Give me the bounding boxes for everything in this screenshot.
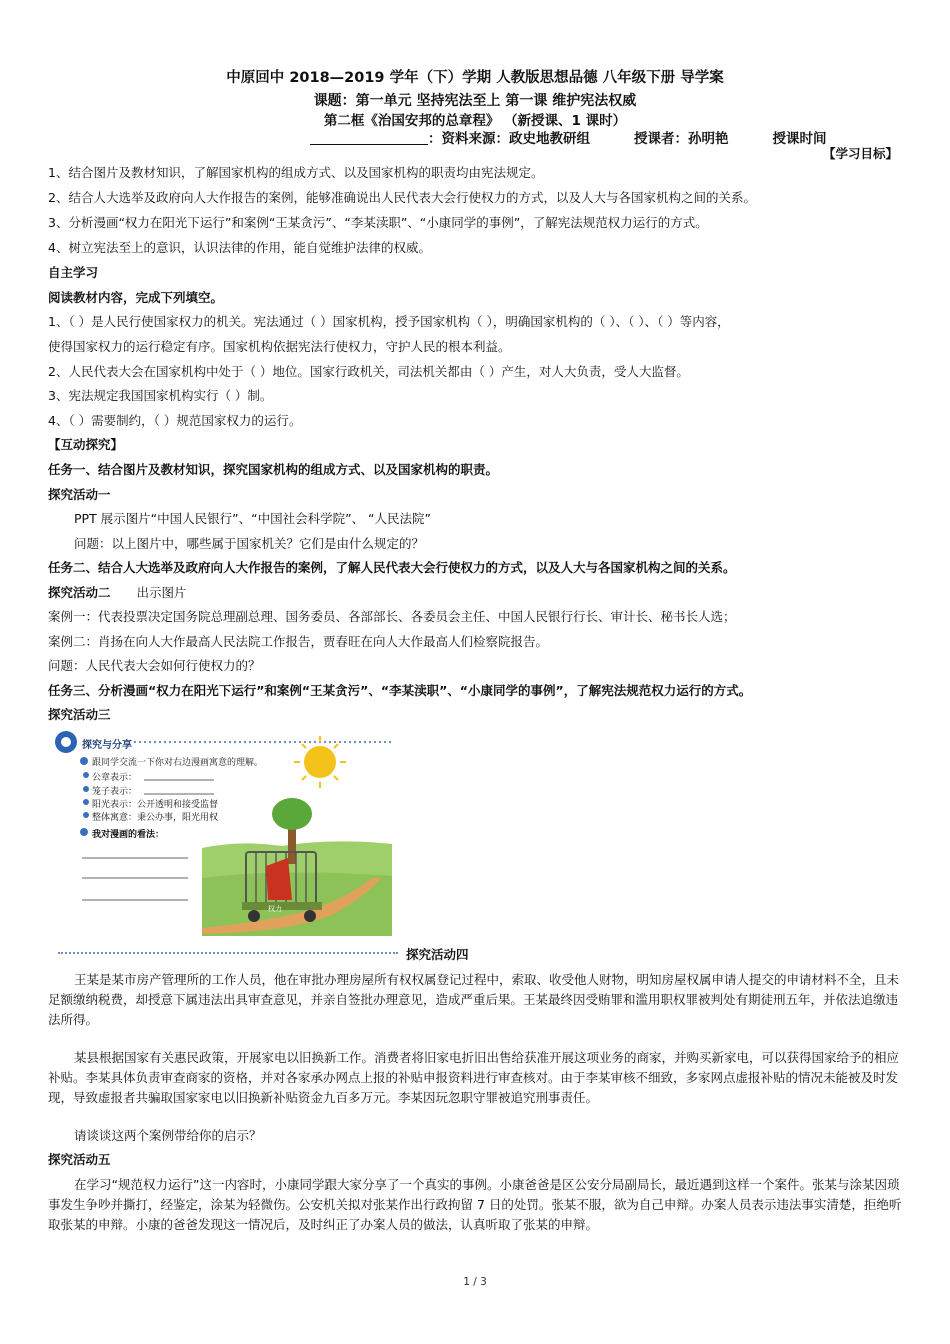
cage-label: 权力 [268, 905, 282, 913]
comic-box-prompt: 跟同学交流一下你对右边漫画寓意的理解。 [92, 758, 264, 768]
interactive-heading: 【互动探究】 [48, 437, 124, 452]
goal-1: 1、结合图片及教材知识，了解国家机构的组成方式、以及国家机构的职责均由宪法规定。 [48, 165, 544, 180]
document-title: 中原回中 2018—2019 学年（下）学期 人教版思想品德 八年级下册 导学案 [226, 70, 724, 86]
section-title: 第二框《治国安邦的总章程》 （新授课、1 课时） [323, 113, 627, 129]
activity-1-question: 问题：以上图片中，哪些属于国家机关？它们是由什么规定的？ [74, 536, 425, 551]
task-3: 任务三、分析漫画“权力在阳光下运行”和案例“王某贪污”、“李某渎职”、“小康同学的事例”，了解宪法规范权力运行的方式。 [48, 683, 752, 698]
comic-illustration [52, 728, 394, 936]
tree-icon [272, 798, 312, 830]
activity-4-title: 探究活动四 [406, 947, 469, 962]
learning-goals-badge: 【学习目标】 [822, 146, 898, 161]
blank-underline [310, 130, 428, 145]
self-study-heading: 自主学习 [48, 265, 99, 280]
activity-2-line [48, 583, 908, 603]
comic-item-meaning: 整体寓意：秉公办事，阳光用权 [92, 813, 219, 823]
comic-box-heading: 探究与分享 [82, 740, 132, 751]
goal-3: 3、分析漫画“权力在阳光下运行”和案例“王某贪污”、“李某渎职”、“小康同学的事例”，了解宪法规范权力运行的方式。 [48, 215, 708, 230]
task-1: 任务一、结合图片及教材知识，探究国家机构的组成方式、以及国家机构的职责。 [48, 462, 499, 477]
meta-line [310, 127, 827, 147]
fill-question-3: 3、宪法规定我国国家机构实行（ ）制。 [48, 388, 273, 403]
task-2: 任务二、结合人大选举及政府向人大作报告的案例，了解人民代表大会行使权力的方式，以及人大与各国家机构之间的关系。 [48, 560, 736, 575]
page-number: 1 / 3 [463, 1276, 487, 1288]
activity-3-title: 探究活动三 [48, 707, 111, 722]
activity-4-question: 请谈谈这两个案例带给你的启示？ [74, 1128, 262, 1143]
activity-4-case-1: 王某是某市房产管理所的工作人员，他在审批办理房屋所有权权属登记过程中，索取、收受他人财物，明知房屋权属申请人提交的申请材料不全，且未足额缴纳税费，却授意下属违法出具审查意见，并亲自签批办理意见，造成严重后果。王某最终因受贿罪和滥用职权罪被判处有期徒刑五年，并依法追缴违法所得。 [48, 972, 900, 1027]
activity-1-title: 探究活动一 [48, 487, 111, 502]
fill-question-1-line-1: 1、（ ）是人民行使国家权力的机关。宪法通过（ ）国家机构，授予国家机构（ ），明确国家机构的（ ）、（ ）、（ ）等内容， [48, 314, 730, 329]
goal-4: 4、树立宪法至上的意识，认识法律的作用，能自觉维护法律的权威。 [48, 240, 431, 255]
meta-teacher: 授课者：孙明艳 [634, 131, 729, 147]
sun-icon [304, 746, 336, 778]
course-title: 课题：第一单元 坚持宪法至上 第一课 维护宪法权威 [313, 93, 637, 109]
fill-question-2: 2、人民代表大会在国家机构中处于（ ）地位。国家行政机关，司法机关都由（ ）产生，对人大负责，受人大监督。 [48, 364, 689, 379]
case-2: 案例二：肖扬在向人大作最高人民法院工作报告，贾春旺在向人大作最高人们检察院报告。 [48, 634, 549, 649]
meta-source: ：资料来源：政史地教研组 [428, 131, 590, 147]
npc-question: 问题：人民代表大会如何行使权力的？ [48, 658, 261, 673]
activity-1-line-1: PPT 展示图片“中国人民银行”、“中国社会科学院”、 “人民法院” [74, 511, 432, 526]
goal-2: 2、结合人大选举及政府向人大作报告的案例，能够准确说出人民代表大会行使权力的方式，以及人大与各国家机构之间的关系。 [48, 190, 756, 205]
meta-time: 授课时间 [772, 131, 827, 147]
dotted-divider [58, 952, 398, 954]
fill-question-4: 4、（ ）需要制约，（ ）规范国家权力的运行。 [48, 413, 302, 428]
activity-2-title: 探究活动二 [48, 585, 111, 600]
fill-question-1-line-2: 使得国家权力的运行稳定有序。国家机构依据宪法行使权力，守护人民的根本利益。 [48, 339, 511, 354]
comic-item-opinion: 我对漫画的看法： [92, 830, 165, 840]
self-study-instruction: 阅读教材内容，完成下列填空。 [48, 290, 224, 305]
comic-item-seal: 公章表示： [92, 773, 138, 783]
comic-item-sun: 阳光表示：公开透明和接受监督 [92, 800, 219, 810]
case-1: 案例一：代表投票决定国务院总理副总理、国务委员、各部部长、各委员会主任、中国人民银行行长、审计长、秘书长人选； [48, 609, 736, 624]
activity-2-note: 出示图片 [136, 585, 187, 600]
activity-5-paragraph: 在学习“规范权力运行”这一内容时，小康同学跟大家分享了一个真实的事例。小康爸爸是区公安分局副局长，最近遇到这样一个案件。张某与涂某因琐事发生争吵并撕打，经鉴定，涂某为轻微伤。公安机关拟对张某作出行政拘留 7 日的处罚。张某不服，欲为自己申辩。办案人员表示违法事实清楚，拒绝听取张某的申辩。小康的爸爸发现这一情况后，及时纠正了办案人员的做法，认真听取了张某的申辩。 [48, 1177, 902, 1232]
activity-5-title: 探究活动五 [48, 1152, 111, 1167]
activity-4-case-2: 某县根据国家有关惠民政策，开展家电以旧换新工作。消费者将旧家电折旧出售给获准开展这项业务的商家，并购买新家电，可以获得国家给予的相应补贴。李某具体负责审查商家的资格，并对各家承办网点上报的补贴申报资料进行审查核对。由于李某审核不细致，多家网点虚报补贴的情况未能被及时发现，导致虚报者共骗取国家家电以旧换新补贴资金九百多万元。李某因玩忽职守罪被追究刑事责任。 [48, 1050, 900, 1105]
comic-item-cage: 笼子表示： [92, 787, 138, 797]
